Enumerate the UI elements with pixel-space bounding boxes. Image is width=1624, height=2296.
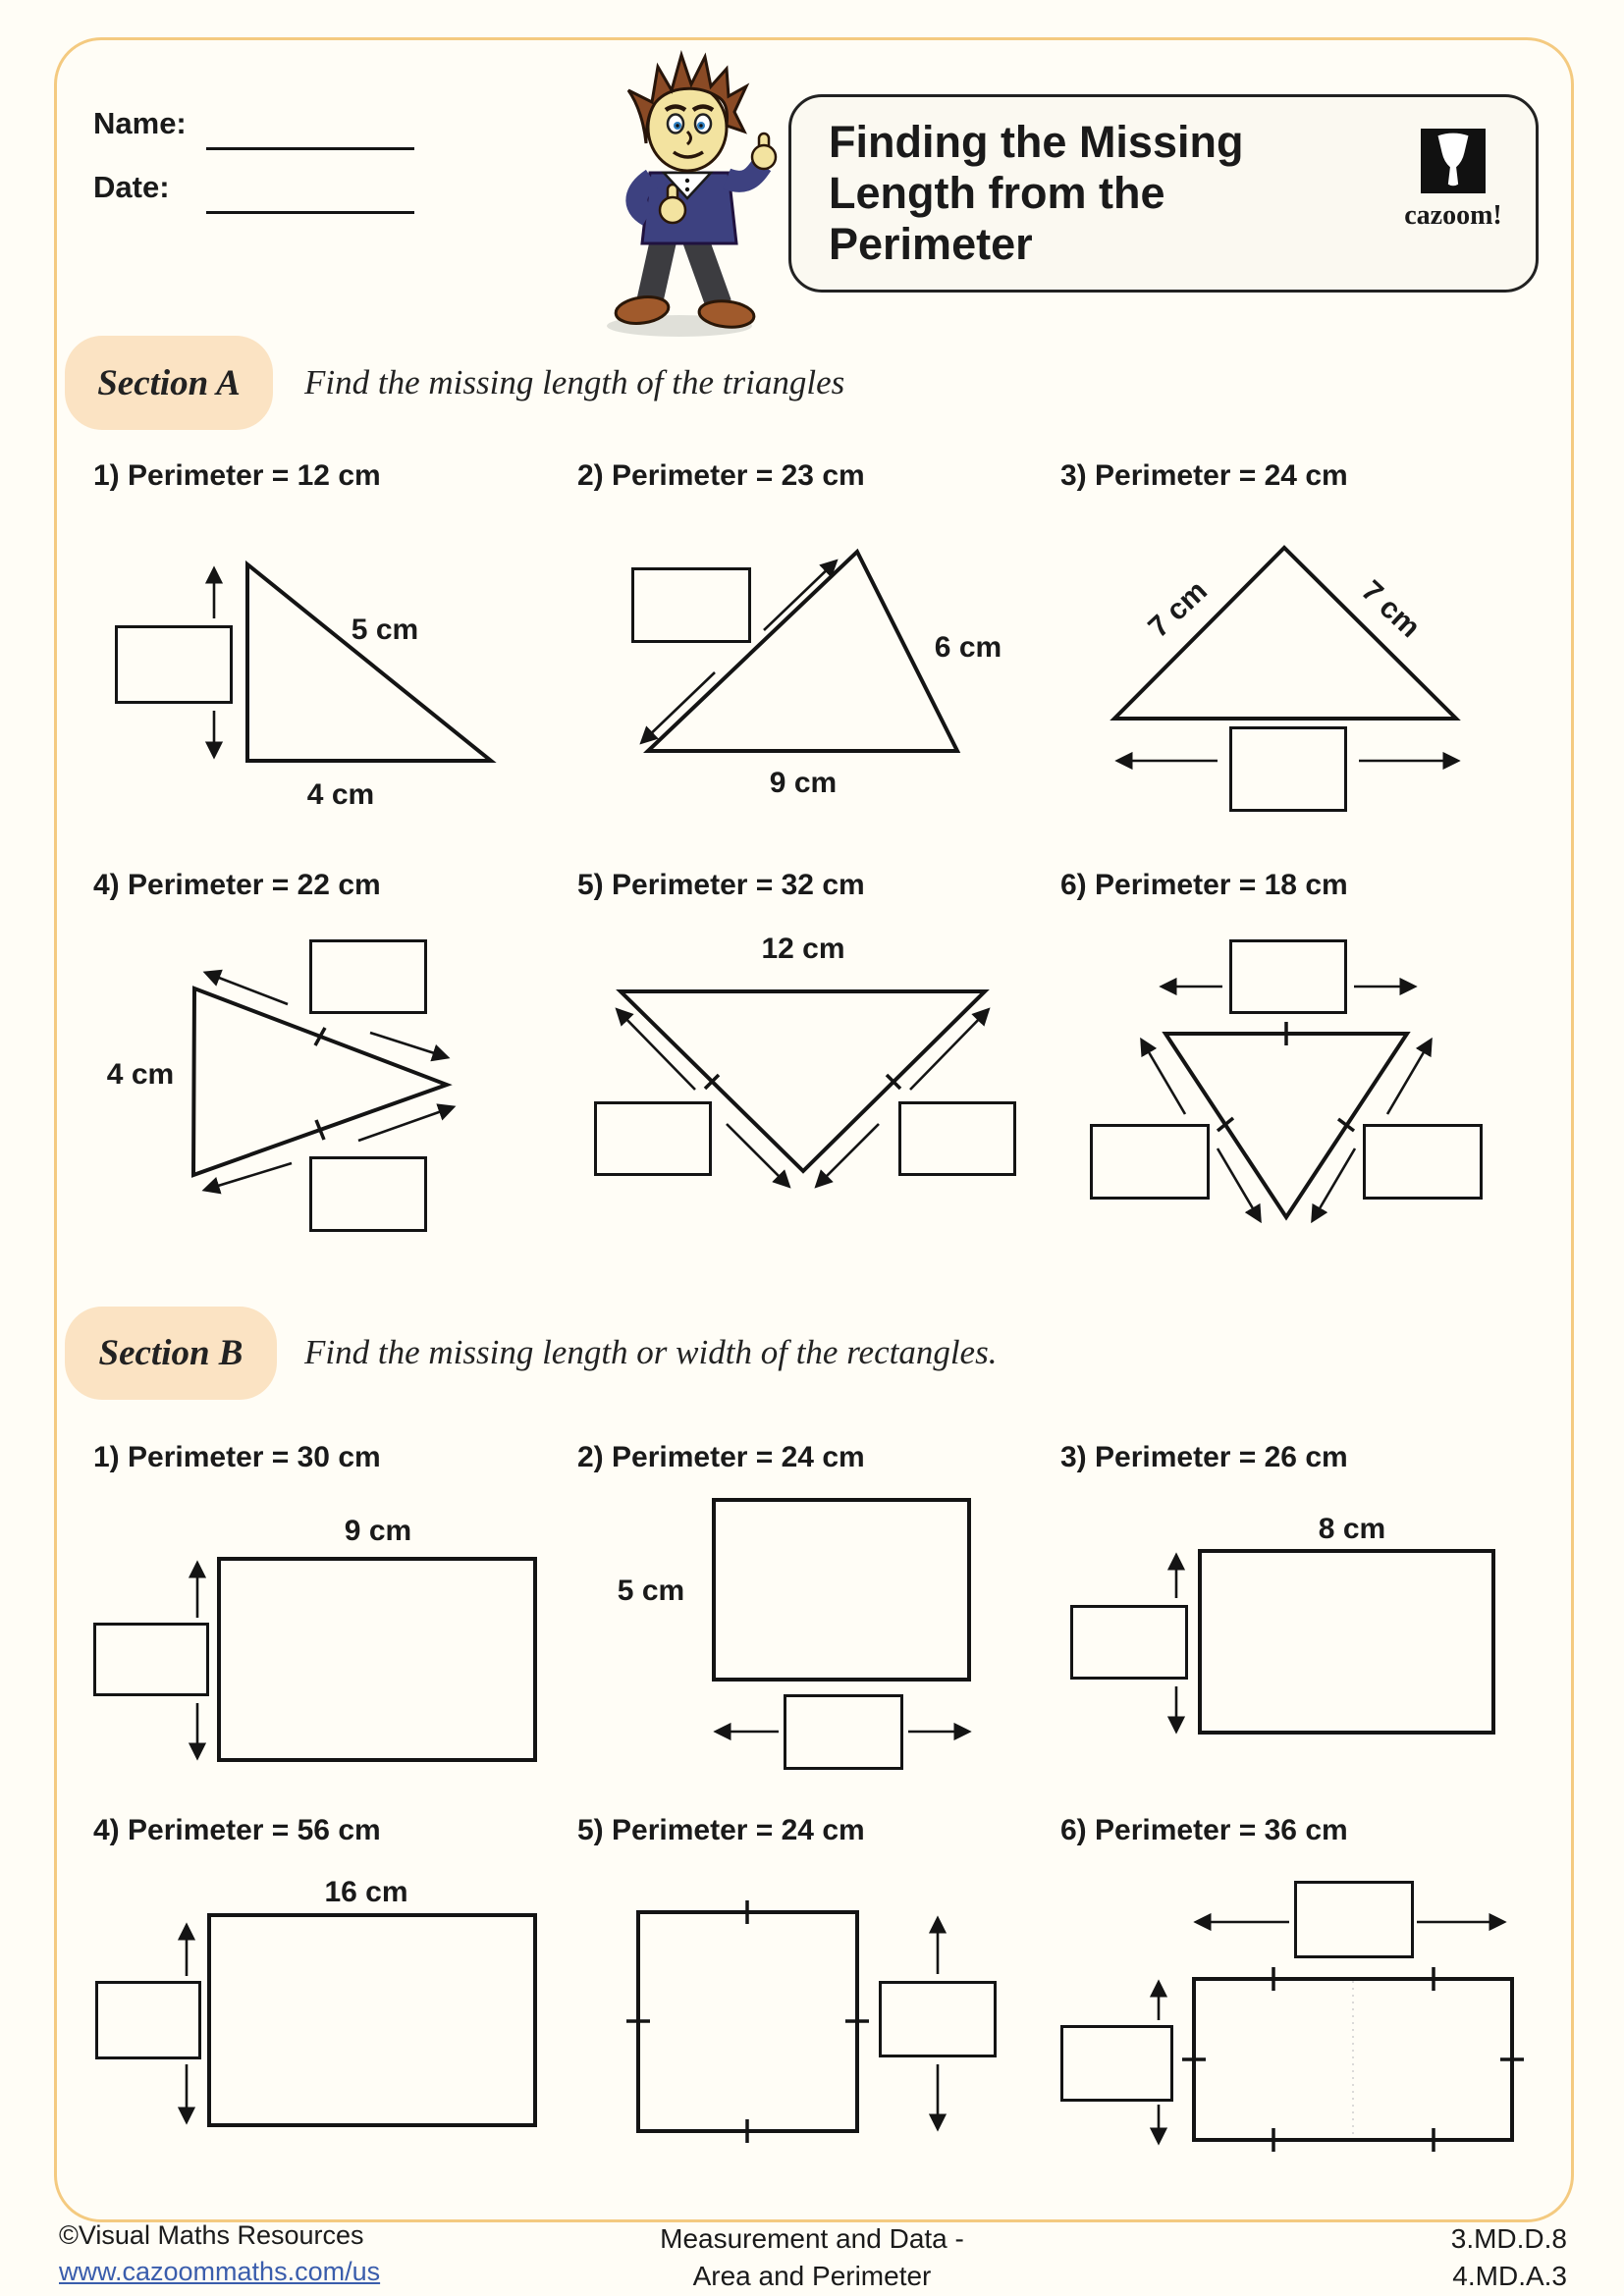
answer-box[interactable]	[115, 625, 233, 704]
answer-box[interactable]	[309, 1156, 427, 1232]
mascot-leg	[650, 239, 664, 300]
section-a-instruction: Find the missing length of the triangles	[304, 363, 845, 401]
mascot-leg	[695, 239, 719, 304]
mascot-boy-illustration	[581, 47, 797, 342]
problem-b4-title: 4) Perimeter = 56 cm	[93, 1814, 381, 1846]
answer-box[interactable]	[1363, 1124, 1483, 1200]
measure-arrow	[727, 1124, 788, 1186]
mascot-pupil	[676, 124, 678, 127]
problem-b3	[1060, 1441, 1544, 1826]
mascot-button	[685, 187, 689, 191]
problem-a2	[577, 459, 1061, 844]
answer-box[interactable]	[1229, 939, 1347, 1014]
date-label: Date:	[93, 170, 170, 204]
problem-b6-figure	[1060, 1863, 1544, 2197]
dimension-label: 5 cm	[351, 614, 419, 646]
mascot-hand	[660, 197, 685, 223]
dimension-label: 4 cm	[106, 1058, 175, 1091]
dimension-label: 7 cm	[1355, 574, 1427, 645]
problem-b3-title: 3) Perimeter = 26 cm	[1060, 1441, 1348, 1473]
problem-a5	[577, 869, 1061, 1254]
problem-b2-title: 2) Perimeter = 24 cm	[577, 1441, 865, 1473]
equal-tick	[1218, 1118, 1233, 1131]
problem-a3-figure	[1060, 508, 1544, 842]
subject-line-1: Measurement and Data -	[660, 2223, 964, 2254]
website-link[interactable]: www.cazoommaths.com/us	[59, 2257, 381, 2286]
problem-b5-figure	[577, 1863, 1061, 2197]
answer-box[interactable]	[898, 1101, 1016, 1176]
dimension-label: 8 cm	[1318, 1513, 1386, 1545]
problem-a6-title: 6) Perimeter = 18 cm	[1060, 869, 1348, 901]
mascot-hand	[752, 145, 776, 169]
worksheet-title-box	[788, 94, 1539, 293]
cazoom-logo-text: cazoom!	[1404, 200, 1502, 231]
rectangle-figure	[577, 1490, 1061, 1824]
problem-b2-figure	[577, 1490, 1061, 1824]
problem-a1-title: 1) Perimeter = 12 cm	[93, 459, 381, 492]
dimension-label: 9 cm	[769, 767, 838, 799]
problem-a4-figure	[93, 918, 577, 1252]
problem-b2	[577, 1441, 1061, 1826]
standard-code-1: 3.MD.D.8	[1450, 2223, 1567, 2254]
problem-a6-figure	[1060, 918, 1544, 1252]
measure-arrow	[817, 1124, 879, 1186]
dimension-label: 7 cm	[1142, 574, 1214, 645]
dimension-label: 6 cm	[934, 631, 1002, 664]
problem-a4-title: 4) Perimeter = 22 cm	[93, 869, 381, 901]
measure-arrow	[764, 561, 836, 630]
triangle-figure	[577, 918, 1061, 1252]
rectangle-shape	[714, 1500, 969, 1680]
answer-box[interactable]	[879, 1981, 997, 2057]
measure-arrow	[910, 1010, 988, 1090]
section-a-badge: Section A	[65, 336, 273, 430]
problem-b1-title: 1) Perimeter = 30 cm	[93, 1441, 381, 1473]
section-b-instruction: Find the missing length or width of the rectangles.	[304, 1333, 998, 1371]
answer-box[interactable]	[95, 1981, 201, 2059]
subject-line-2: Area and Perimeter	[692, 2260, 932, 2291]
mascot-button	[685, 179, 689, 183]
problem-a1-figure	[93, 508, 577, 842]
answer-box[interactable]	[1090, 1124, 1210, 1200]
rectangle-shape	[209, 1915, 535, 2125]
problem-a1	[93, 459, 577, 844]
measure-arrow	[642, 672, 715, 742]
problem-b6	[1060, 1814, 1544, 2199]
answer-box[interactable]	[1229, 726, 1347, 812]
problem-b1	[93, 1441, 577, 1826]
cazoom-logo	[1396, 129, 1510, 232]
problem-a3-title: 3) Perimeter = 24 cm	[1060, 459, 1348, 492]
answer-box[interactable]	[93, 1623, 209, 1696]
footer-center	[567, 2220, 1057, 2295]
problem-b3-figure	[1060, 1490, 1544, 1824]
problem-a5-figure	[577, 918, 1061, 1252]
problem-b5	[577, 1814, 1061, 2199]
drum-icon	[1421, 129, 1486, 193]
problem-b4	[93, 1814, 577, 2199]
measure-arrow	[370, 1033, 447, 1057]
footer-standards	[1451, 2220, 1567, 2295]
measure-arrow	[618, 1010, 695, 1090]
measure-arrow	[1313, 1148, 1355, 1220]
dimension-label: 5 cm	[617, 1575, 685, 1607]
answer-box[interactable]	[1070, 1605, 1188, 1680]
triangle-shape	[193, 988, 447, 1175]
rectangle-shape	[1200, 1551, 1493, 1733]
problem-b6-title: 6) Perimeter = 36 cm	[1060, 1814, 1348, 1846]
problem-b4-figure	[93, 1863, 577, 2197]
name-line[interactable]	[206, 147, 414, 150]
problem-a3	[1060, 459, 1544, 844]
problem-a2-title: 2) Perimeter = 23 cm	[577, 459, 865, 492]
answer-box[interactable]	[784, 1694, 903, 1770]
answer-box[interactable]	[309, 939, 427, 1014]
answer-box[interactable]	[631, 567, 751, 643]
standard-code-2: 4.MD.A.3	[1452, 2260, 1567, 2291]
problem-b5-title: 5) Perimeter = 24 cm	[577, 1814, 865, 1846]
date-line[interactable]	[206, 211, 414, 214]
dimension-label: 4 cm	[306, 778, 375, 811]
dimension-label: 9 cm	[344, 1515, 412, 1547]
footer-left	[59, 2220, 380, 2287]
measure-arrow	[1218, 1148, 1260, 1220]
answer-box[interactable]	[1060, 2025, 1173, 2102]
answer-box[interactable]	[594, 1101, 712, 1176]
answer-box[interactable]	[1294, 1881, 1414, 1958]
copyright-text: ©Visual Maths Resources	[59, 2220, 364, 2250]
name-label: Name:	[93, 106, 187, 140]
problem-a2-figure	[577, 508, 1061, 842]
triangle-shape	[247, 564, 491, 761]
dimension-label: 12 cm	[761, 933, 845, 965]
dimension-label: 16 cm	[324, 1876, 408, 1908]
worksheet-title: Finding the Missing Length from the Perimeter	[829, 116, 1244, 270]
problem-a4	[93, 869, 577, 1254]
mascot-pupil	[699, 124, 702, 127]
problem-a6	[1060, 869, 1544, 1254]
section-b-badge: Section B	[65, 1307, 277, 1400]
problem-a5-title: 5) Perimeter = 32 cm	[577, 869, 865, 901]
square-shape	[638, 1912, 857, 2131]
problem-b1-figure	[93, 1490, 577, 1824]
rectangle-shape	[219, 1559, 535, 1760]
